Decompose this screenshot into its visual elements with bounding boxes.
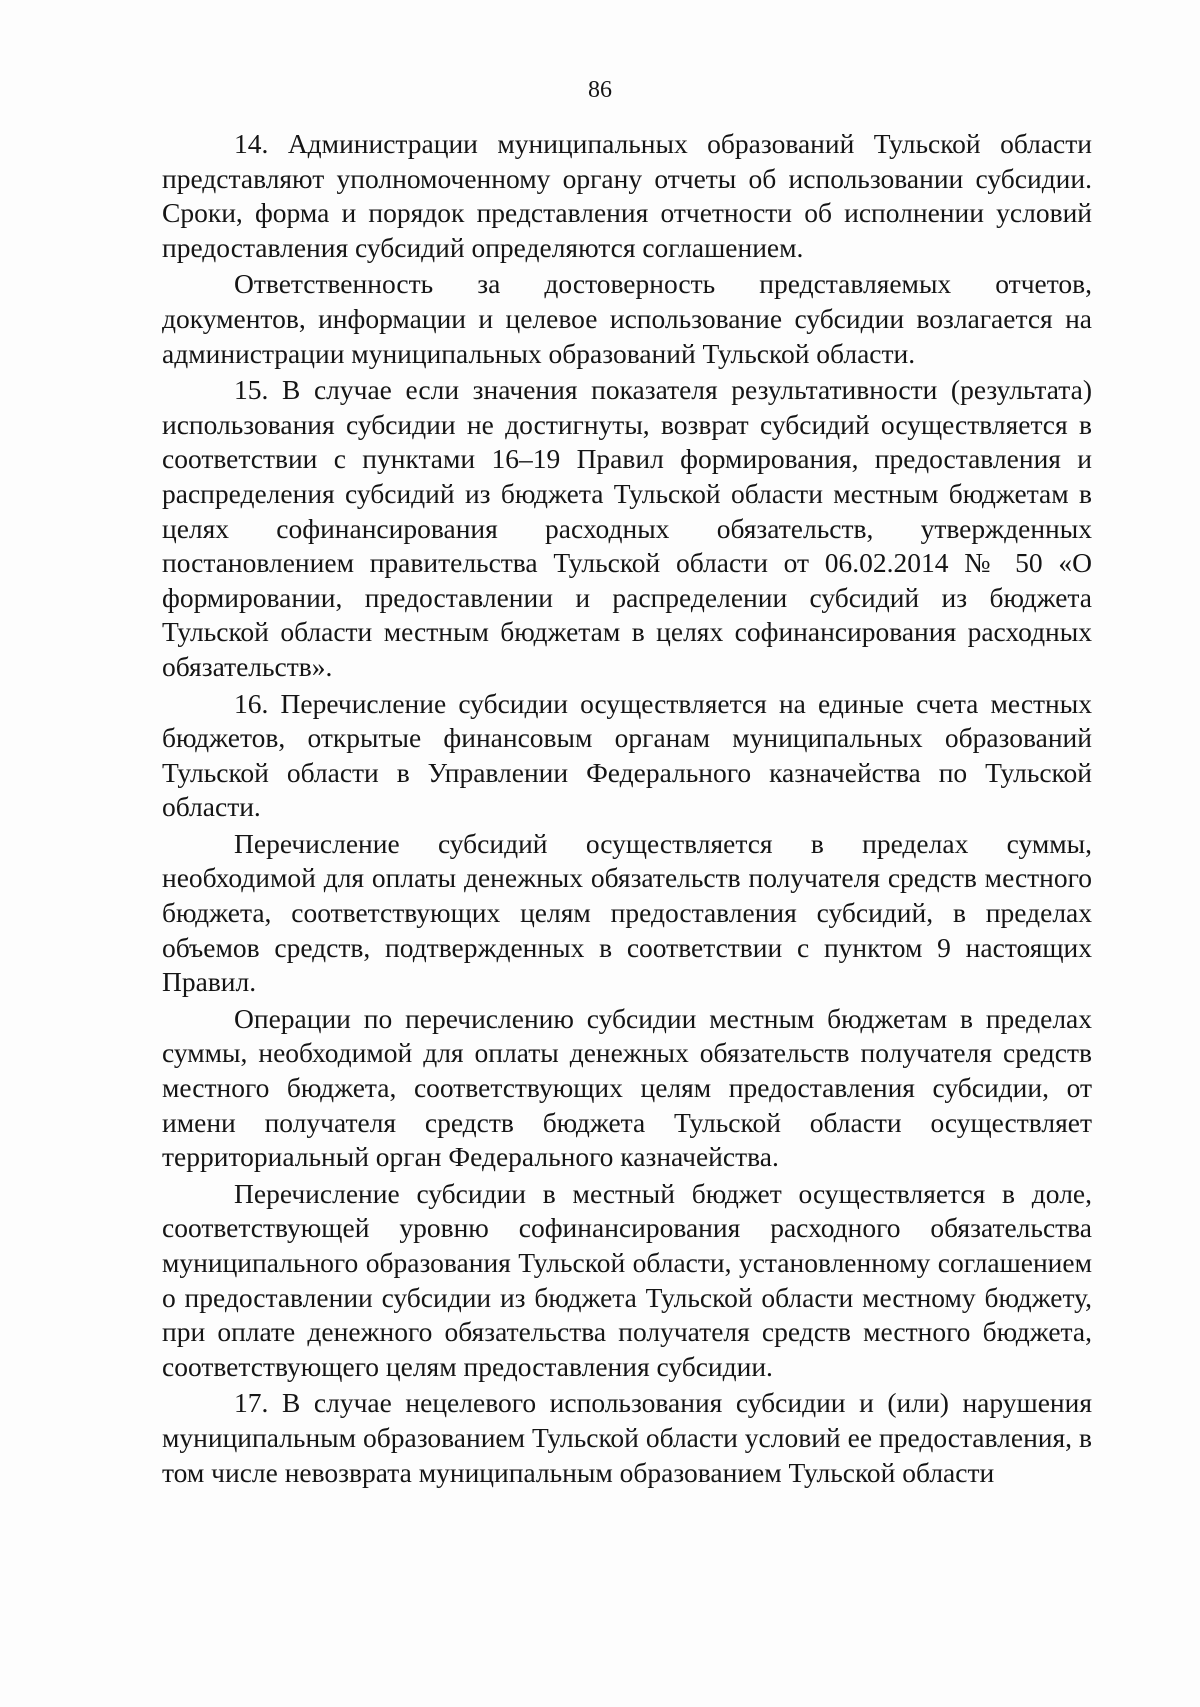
paragraph-17: 17. В случае нецелевого использования субсидии и (или) нарушения муниципальным образованием Тульской области условий ее предоставления, в том числе невозврата муниципальным образованием Тульской области — [162, 1387, 1092, 1488]
paragraph-16: 16. Перечисление субсидии осуществляется на единые счета местных бюджетов, открытые финансовым органам муниципальных образований Тульской области в Управлении Федерального казначейства по Тульской области. — [162, 687, 1092, 823]
paragraph-14: 14. Администрации муниципальных образований Тульской области представляют уполномоченному органу отчеты об использовании субсидии. Сроки, форма и порядок представления отчетности об исполнении условий предоставления субсидий определяются соглашением. — [162, 128, 1092, 263]
document-body — [162, 127, 1092, 1490]
paragraph-16-limits: Перечисление субсидий осуществляется в пределах суммы, необходимой для оплаты денежных обязательств получателя средств местного бюджета, соответствующих целям предоставления субсидий, в пределах объемов средств, подтвержденных в соответствии с пунктом 9 настоящих Правил. — [162, 827, 1092, 998]
page-number: 86 — [588, 77, 612, 103]
paragraph-16-operations: Операции по перечислению субсидии местным бюджетам в пределах суммы, необходимой для оплаты денежных обязательств получателя средств местного бюджета, соответствующих целям предоставления субсидии, от имени получателя средств бюджета Тульской области осуществляет территориальный орган Федерального казначейства. — [162, 1002, 1092, 1173]
paragraph-15: 15. В случае если значения показателя результативности (результата) использования субсидии не достигнуты, возврат субсидий осуществляется в соответствии с пунктами 16–19 Правил формирования, предоставления и распределения субсидий из бюджета Тульской области местным бюджетам в целях софинансирования расходных обязательств, утвержденных постановлением правительства Тульской области от 06.02.2014 № 50 «О формировании, предоставлении и распределении субсидий из бюджета Тульской области местным бюджетам в целях софинансирования расходных обязательств». — [162, 374, 1092, 682]
paragraph-14-responsibility: Ответственность за достоверность представляемых отчетов, документов, информации и целевое использование субсидии возлагается на администрации муниципальных образований Тульской области. — [162, 268, 1092, 369]
paragraph-16-share: Перечисление субсидии в местный бюджет осуществляется в доле, соответствующей уровню софинансирования расходного обязательства муниципального образования Тульской области, установленному соглашением о предоставлении субсидии из бюджета Тульской области местному бюджету, при оплате денежного обязательства получателя средств местного бюджета, соответствующего целям предоставления субсидии. — [162, 1177, 1092, 1382]
